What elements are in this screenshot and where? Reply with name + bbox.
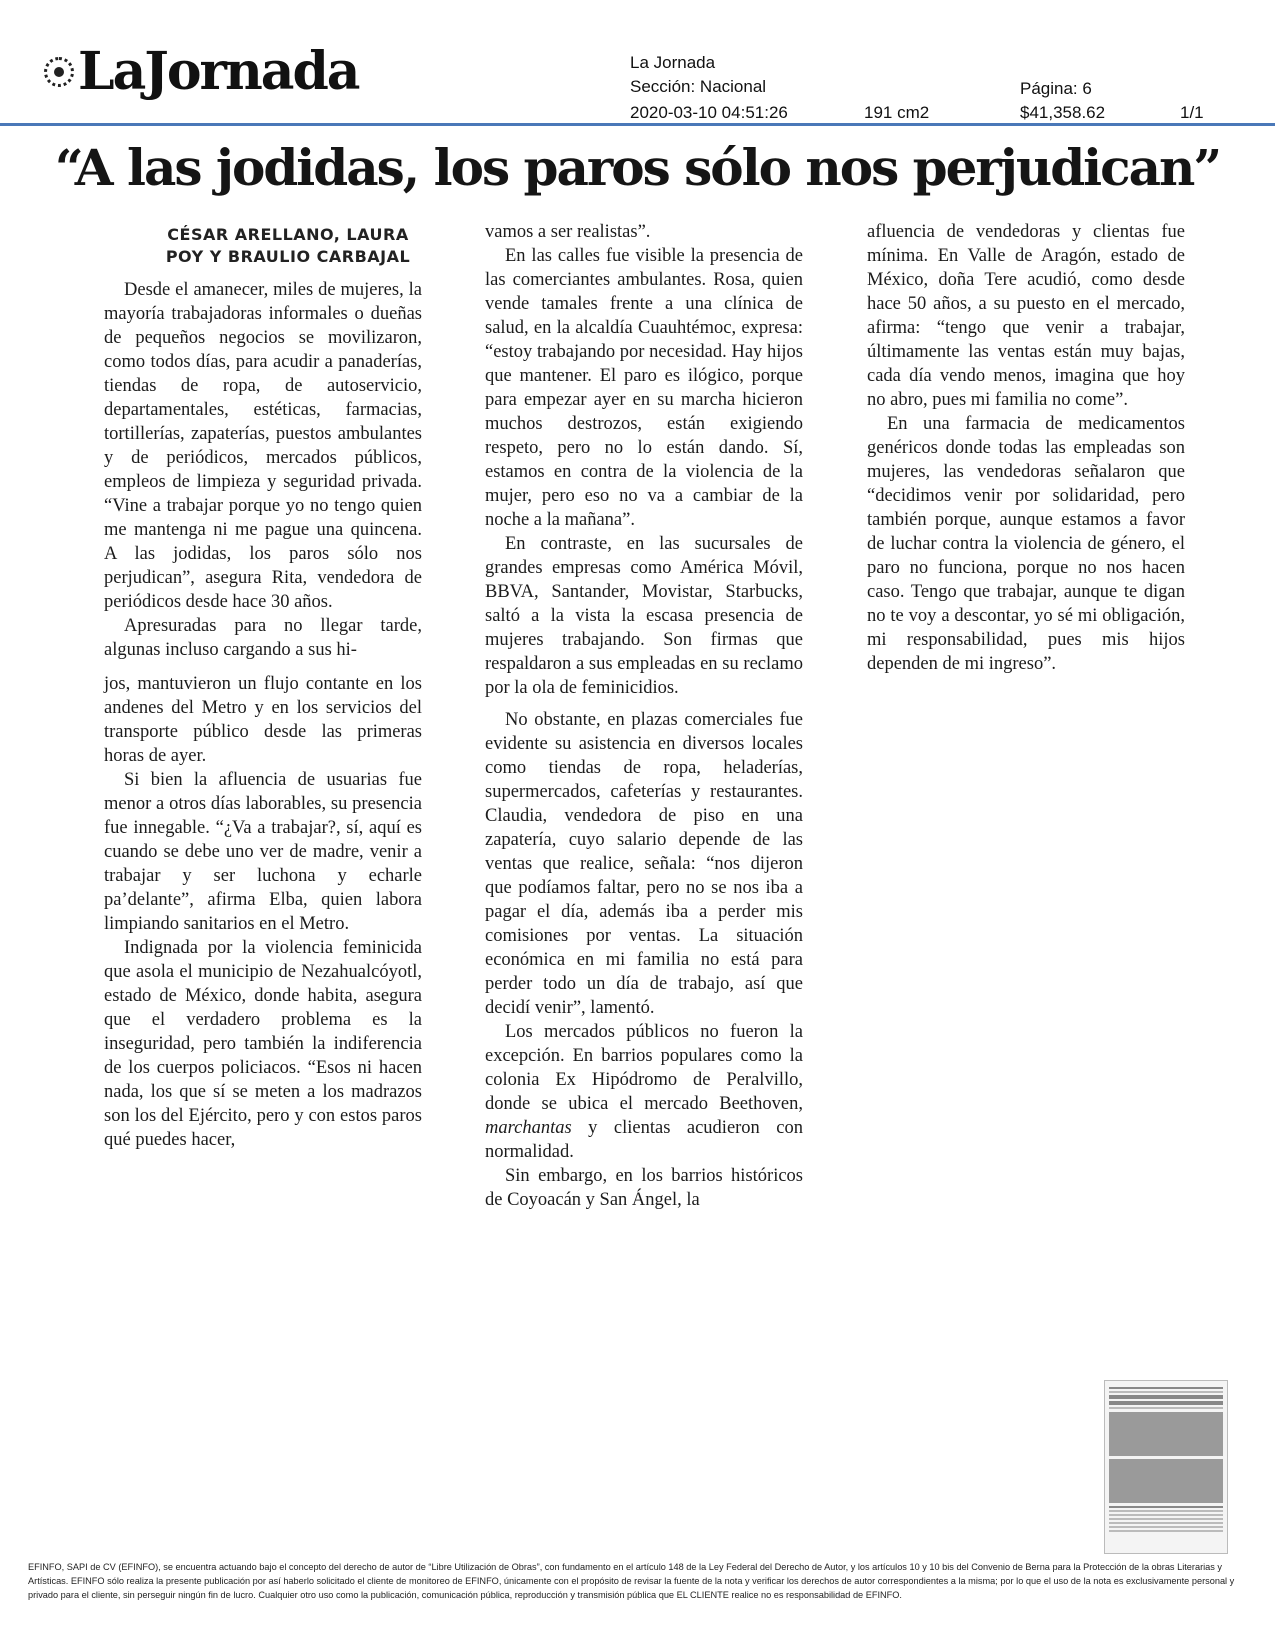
italic-term: marchantas [485, 1118, 572, 1138]
paragraph: En contraste, en las sucursales de grandes empresas como América Móvil, BBVA, Santander, Movistar, Starbucks, saltó a la vista la escasa presencia de mujeres trabajando. Son firmas que respaldaron a sus empleadas en su reclamo por la ola de feminicidios. [485, 534, 803, 698]
thumbnail-line [1109, 1401, 1223, 1405]
thumbnail-photo [1109, 1459, 1223, 1503]
thumbnail-photo [1109, 1412, 1223, 1456]
thumbnail-line [1109, 1407, 1223, 1409]
paragraph: Desde el amanecer, miles de mujeres, la mayoría trabajadoras informales o dueñas de pequeños negocios se movilizaron, como todos días, para acudir a panaderías, tiendas de ropa, de autoservicio, departamentales, estéticas, farmacias, tortillerías, zapaterías, puestos ambulantes y de periódicos, mercados públicos, empleos de limpieza y seguridad privada. “Vine a trabajar porque yo no tengo quien me mantenga ni me pague una quincena. A las jodidas, los paros sólo nos perjudican”, asegura Rita, vendedora de periódicos desde hace 30 años. [104, 280, 422, 612]
article-column-2 [485, 220, 803, 1212]
thumbnail-line [1109, 1518, 1223, 1520]
paragraph-text: y clientas acudieron con normalidad. [485, 1118, 803, 1162]
page-label: Página: 6 [1020, 79, 1092, 98]
paragraph: Si bien la afluencia de usuarias fue menor a otros días laborables, su presencia fue innegable. “¿Va a trabajar?, sí, aquí es cuando se debe uno ver de madre, venir a trabajar y ser luchona y echarle pa’delante”, afirma Elba, quien labora limpiando sanitarios en el Metro. [104, 770, 422, 934]
thumbnail-line [1109, 1522, 1223, 1524]
copyright-disclaimer: EFINFO, SAPI de CV (EFINFO), se encuentra actuando bajo el concepto del derecho de autor de “Libre Utilización de Obras”, con fundamento en el artículo 148 de la Ley Federal del Derecho de Autor, y los artículos 10 y 10 bis del Convenio de Berna para la Protección de la obras Literarias y Artísticas. EFINFO sólo realiza la presente publicación por así haberlo solicitado el cliente de monitoreo de EFINFO, únicamente con el propósito de revisar la fuente de la nota y verificar los derechos de autor correspondientes a la misma; por lo que el uso de la nota es exclusivamente personal y privado para el cliente, sin perseguir ningún fin de lucro. Cualquier otro uso como la publicación, comunicación pública, reproducción y transmisión pública que EL CLIENTE realice no es responsabilidad de EFINFO. [28, 1562, 1235, 1600]
newspaper-logo [44, 41, 359, 102]
thumbnail-line [1109, 1387, 1223, 1389]
paragraph: Indignada por la violencia feminicida que asola el municipio de Nezahualcóyotl, estado de México, donde habita, asegura que el verdadero problema es la inseguridad, pero también la indiferencia de los cuerpos policiacos. “Esos ni hacen nada, los que sí se meten a los madrazos son los del Ejército, pero y con estos paros qué puedes hacer, [104, 938, 422, 1150]
section-label: Sección: Nacional [630, 77, 767, 96]
thumbnail-line [1109, 1391, 1223, 1393]
paragraph [485, 1020, 803, 1164]
paragraph: Apresuradas para no llegar tarde, algunas incluso cargando a sus hi- [104, 616, 422, 660]
article-column-3 [867, 220, 1185, 676]
thumbnail-line [1109, 1514, 1223, 1516]
article-byline: CÉSAR ARELLANO, LAURA POY Y BRAULIO CARBAJAL [165, 225, 411, 266]
paragraph: afluencia de vendedoras y clientas fue mínima. En Valle de Aragón, estado de México, doña Tere acudió, como desde hace 50 años, a su puesto en el mercado, afirma: “tengo que venir a trabajar, últimamente las ventas están muy bajas, cada día vendo menos, imagina que hoy no abro, pues mi familia no come”. [867, 222, 1185, 410]
paragraph: No obstante, en plazas comerciales fue evidente su asistencia en diversos locales como tiendas de ropa, heladerías, supermercados, cafeterías y restaurantes. Claudia, vendedora de piso en una zapatería, cuyo salario depende de las ventas que realice, señala: “nos dijeron que podíamos faltar, pero no se nos iba a pagar el día, además iba a perder mis comisiones por ventas. La situación económica en mi familia no está para perder todo un día de trabajo, así que decidí venir”, lamentó. [485, 710, 803, 1018]
article-headline: “A las jodidas, los paros sólo nos perjudican” [54, 138, 1221, 197]
area-label: 191 cm2 [864, 103, 930, 122]
paragraph: jos, mantuvieron un flujo contante en los andenes del Metro y en los servicios del transporte público desde las primeras horas de ayer. [104, 674, 422, 766]
datetime-label: 2020-03-10 04:51:26 [630, 103, 788, 122]
value-label: $41,358.62 [1020, 103, 1106, 122]
thumbnail-line [1109, 1506, 1223, 1508]
paragraph: En las calles fue visible la presencia de las comerciantes ambulantes. Rosa, quien vende tamales frente a una clínica de salud, en la alcaldía Cuauhtémoc, expresa: “estoy trabajando por necesidad. Hay hijos que mantener. El paro es ilógico, porque para empezar ayer en su marcha hicieron muchos destrozos, están exigiendo respeto, pero no lo están dando. Sí, estamos en contra de la violencia de la mujer, pero eso no va a cambiar de la noche a la mañana”. [485, 246, 803, 530]
thumbnail-line [1109, 1510, 1223, 1512]
sun-emblem-icon [44, 57, 74, 87]
thumbnail-line [1109, 1395, 1223, 1399]
logo-text: LaJornada [78, 41, 359, 102]
paragraph: vamos a ser realistas”. [485, 222, 651, 242]
header-rule [0, 123, 1275, 126]
thumbnail-line [1109, 1530, 1223, 1532]
article-column-1 [104, 278, 422, 1152]
paragraph: Sin embargo, en los barrios históricos de Coyoacán y San Ángel, la [485, 1166, 803, 1210]
publication-name: La Jornada [630, 53, 716, 72]
page-thumbnail [1104, 1380, 1228, 1554]
paragraph-text: Los mercados públicos no fueron la excepción. En barrios populares como la colonia Ex Hipódromo de Peralvillo, donde se ubica el mercado Beethoven, [485, 1022, 803, 1114]
paragraph: En una farmacia de medicamentos genéricos donde todas las empleadas son mujeres, las vendedoras señalaron que “decidimos venir por solidaridad, pero también porque, aunque estamos a favor de luchar contra la violencia de género, el paro no funciona, porque no nos hacen caso. Tengo que trabajar, aunque te digan no te voy a descontar, yo sé mi obligación, mi responsabilidad, pues mis hijos dependen de mi ingreso”. [867, 414, 1185, 674]
thumbnail-line [1109, 1526, 1223, 1528]
fraction-label: 1/1 [1180, 103, 1204, 122]
